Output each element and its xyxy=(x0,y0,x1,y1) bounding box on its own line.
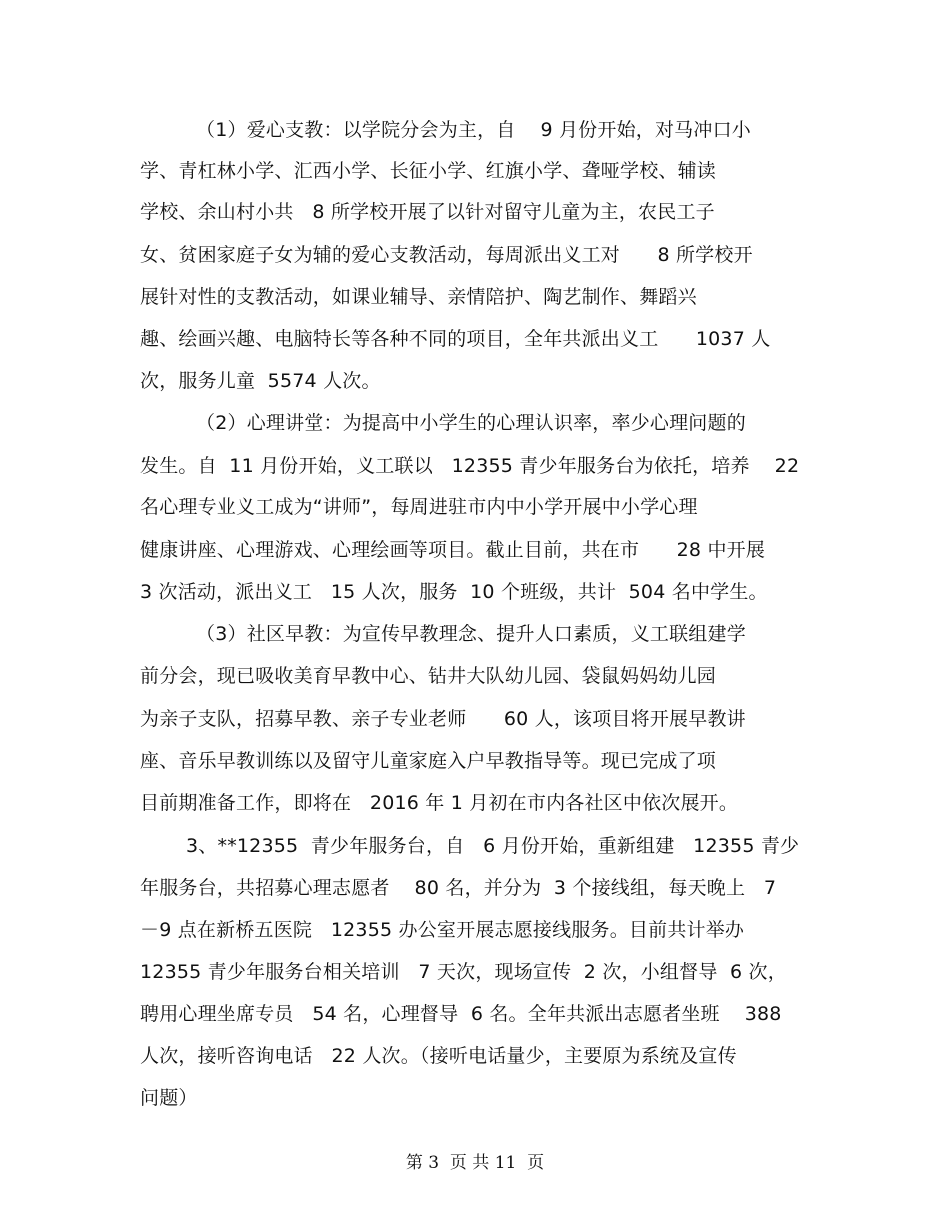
paragraph-line: 学、青杠林小学、汇西小学、长征小学、红旗小学、聋哑学校、辅读 xyxy=(140,160,717,182)
paragraph-line: 年服务台，共招募心理志愿者 80 名，并分为 3 个接线组，每天晚上 7 xyxy=(140,877,777,899)
paragraph-line: （3）社区早教：为宣传早教理念、提升人口素质，义工联组建学 xyxy=(196,623,746,645)
paragraph-line: 趣、绘画兴趣、电脑特长等各种不同的项目，全年共派出义工 1037 人 xyxy=(140,328,771,350)
paragraph-line: 人次，接听咨询电话 22 人次。（接听电话量少，主要原为系统及宣传 xyxy=(140,1045,737,1067)
paragraph-line: 问题） xyxy=(140,1087,198,1109)
paragraph-line: 12355 青少年服务台相关培训 7 天次，现场宣传 2 次，小组督导 6 次， xyxy=(140,961,787,983)
paragraph-line: 名心理专业义工成为“讲师”，每周进驻市内中小学开展中小学心理 xyxy=(140,496,698,518)
paragraph-line: －9 点在新桥五医院 12355 办公室开展志愿接线服务。目前共计举办 xyxy=(140,919,745,941)
paragraph-line: 健康讲座、心理游戏、心理绘画等项目。截止目前，共在市 28 中开展 xyxy=(140,539,766,561)
paragraph-line: 3、**12355 青少年服务台，自 6 月份开始，重新组建 12355 青少 xyxy=(186,835,800,857)
paragraph-line: （2）心理讲堂：为提高中小学生的心理认识率，率少心理问题的 xyxy=(196,412,746,434)
paragraph-line: 女、贫困家庭子女为辅的爱心支教活动，每周派出义工对 8 所学校开 xyxy=(140,244,753,266)
paragraph-line: 为亲子支队，招募早教、亲子专业老师 60 人，该项目将开展早教讲 xyxy=(140,708,746,730)
paragraph-line: 发生。自 11 月份开始，义工联以 12355 青少年服务台为依托，培养 22 xyxy=(140,455,800,477)
paragraph-line: 展针对性的支教活动，如课业辅导、亲情陪护、陶艺制作、舞蹈兴 xyxy=(140,286,697,308)
paragraph-line: 聘用心理坐席专员 54 名，心理督导 6 名。全年共派出志愿者坐班 388 xyxy=(140,1003,782,1025)
page-footer: 第 3 页 共 11 页 xyxy=(405,1153,545,1173)
paragraph-line: 3 次活动，派出义工 15 人次，服务 10 个班级，共计 504 名中学生。 xyxy=(140,581,768,603)
paragraph-line: 目前期准备工作，即将在 2016 年 1 月初在市内各社区中依次展开。 xyxy=(140,792,739,814)
paragraph-line: （1）爱心支教：以学院分会为主，自 9 月份开始，对马冲口小 xyxy=(196,119,751,141)
paragraph-line: 学校、余山村小共 8 所学校开展了以针对留守儿童为主，农民工子 xyxy=(140,201,715,223)
paragraph-line: 前分会，现已吸收美育早教中心、钻井大队幼儿园、袋鼠妈妈幼儿园 xyxy=(140,665,717,687)
paragraph-line: 座、音乐早教训练以及留守儿童家庭入户早教指导等。现已完成了项 xyxy=(140,750,717,772)
paragraph-line: 次，服务儿童 5574 人次。 xyxy=(140,370,381,392)
